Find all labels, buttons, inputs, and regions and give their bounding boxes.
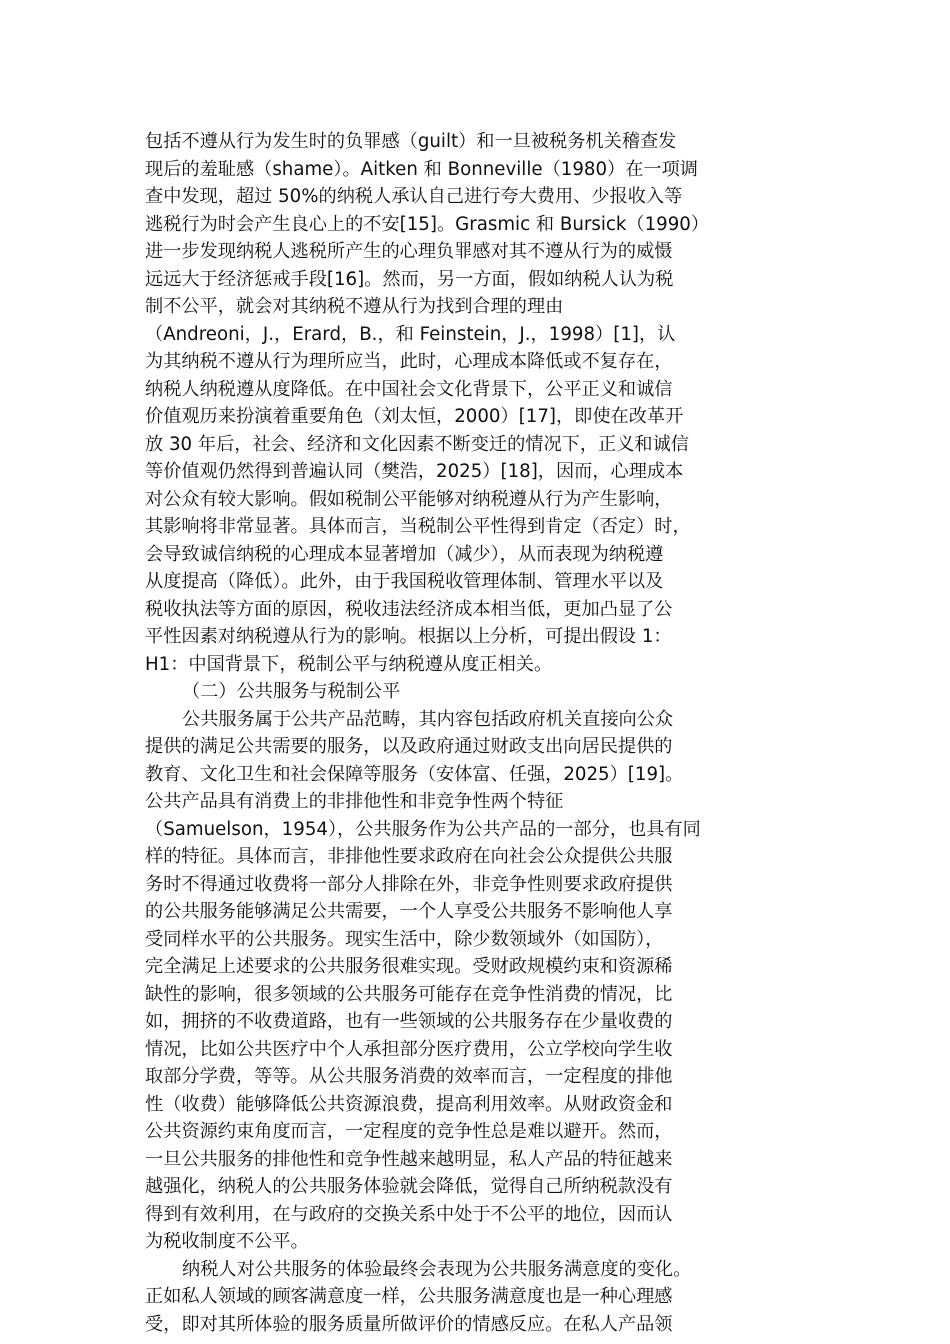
text-line: 教育、文化卫生和社会保障等服务（安体富、任强，2025）[19]。 [145,763,684,785]
text-line: 现后的羞耻感（shame）。Aitken 和 Bonneville（1980）在一项调 [145,158,698,180]
text-line: 的公共服务能够满足公共需要，一个人享受公共服务不影响他人享 [145,901,673,922]
text-line: 对公众有较大影响。假如税制公平能够对纳税遵从行为产生影响， [145,488,673,510]
text-line: 越强化，纳税人的公共服务体验就会降低，觉得自己所纳税款没有 [145,1176,673,1197]
text-line: 放 30 年后，社会、经济和文化因素不断变迁的情况下，正义和诚信 [145,433,689,455]
text-line: 查中发现，超过 50%的纳税人承认自己进行夸大费用、少报收入等 [145,186,683,207]
text-line: 情况，比如公共医疗中个人承担部分医疗费用，公立学校向学生收 [145,1038,673,1060]
text-line: 正如私人领域的顾客满意度一样，公共服务满意度也是一种心理感 [145,1286,673,1307]
text-line: 税收执法等方面的原因，税收违法经济成本相当低，更加凸显了公 [145,598,673,620]
paragraph-3 [145,1256,805,1339]
text-line: 受同样水平的公共服务。现实生活中，除少数领域外（如国防）， [145,928,664,950]
text-line: 纳税人对公共服务的体验最终会表现为公共服务满意度的变化。 [182,1258,692,1280]
text-line: 为其纳税不遵从行为理所应当，此时，心理成本降低或不复存在， [145,351,673,372]
text-line: 公共资源约束角度而言，一定程度的竞争性总是难以避开。然而， [145,1121,673,1142]
text-line: 等价值观仍然得到普遍认同（樊浩，2025）[18]，因而，心理成本 [145,461,684,482]
text-line: 取部分学费，等等。从公共服务消费的效率而言，一定程度的排他 [145,1066,673,1087]
paragraph-2 [145,706,805,1256]
text-line: 务时不得通过收费将一部分人排除在外，非竞争性则要求政府提供 [145,873,673,895]
text-line: 价值观历来扮演着重要角色（刘太恒，2000）[17]，即使在改革开 [145,406,684,427]
paragraph-2-text [145,706,805,1256]
text-line: 公共服务属于公共产品范畴，其内容包括政府机关直接向公众 [182,708,674,730]
hypothesis-line: H1：中国背景下，税制公平与纳税遵从度正相关。 [145,653,553,675]
text-line: 得到有效利用，在与政府的交换关系中处于不公平的地位，因而认 [145,1203,673,1225]
text-line: （Samuelson，1954），公共服务作为公共产品的一部分，也具有同 [145,818,701,840]
text-line: 样的特征。具体而言，非排他性要求政府在向社会公众提供公共服 [145,846,673,867]
text-line: 完全满足上述要求的公共服务很难实现。受财政规模约束和资源稀 [145,956,673,977]
text-line: 进一步发现纳税人逃税所产生的心理负罪感对其不遵从行为的威慑 [145,241,673,262]
text-line: 平性因素对纳税遵从行为的影响。根据以上分析，可提出假设 1： [145,626,672,647]
text-line: 如，拥挤的不收费道路，也有一些领域的公共服务存在少量收费的 [145,1011,673,1032]
text-line: 其影响将非常显著。具体而言，当税制公平性得到肯定（否定）时， [145,516,691,537]
paragraph-1-text [145,128,805,678]
text-line: 缺性的影响，很多领域的公共服务可能存在竞争性消费的情况，比 [145,983,673,1005]
paragraph-1 [145,128,805,678]
text-line: 制不公平，就会对其纳税不遵从行为找到合理的理由 [145,296,564,317]
text-line: 一旦公共服务的排他性和竞争性越来越明显，私人产品的特征越来 [145,1148,673,1170]
text-line: 逃税行为时会产生良心上的不安[15]。Grasmic 和 Bursick（1990） [145,213,710,235]
section-heading: （二）公共服务与税制公平 [182,681,401,702]
text-line: 提供的满足公共需要的服务，以及政府通过财政支出向居民提供的 [145,736,673,757]
text-line: 为税收制度不公平。 [145,1231,309,1252]
text-line: 公共产品具有消费上的非排他性和非竞争性两个特征 [145,791,564,812]
text-line: 性（收费）能够降低公共资源浪费，提高利用效率。从财政资金和 [145,1093,673,1115]
text-line: 包括不遵从行为发生时的负罪感（guilt）和一旦被税务机关稽查发 [145,131,677,152]
text-line: （Andreoni，J.，Erard，B.，和 Feinstein，J.，1998）[1]，认 [145,323,676,345]
text-line: 会导致诚信纳税的心理成本显著增加（减少），从而表现为纳税遵 [145,543,664,565]
section-heading-block [145,678,805,706]
text-line: 受，即对其所体验的服务质量所做评价的情感反应。在私人产品领 [145,1313,673,1335]
text-line: 从度提高（降低）。此外，由于我国税收管理体制、管理水平以及 [145,571,664,592]
paragraph-3-text [145,1256,805,1339]
document-page [145,128,805,1338]
text-line: 远远大于经济惩戒手段[16]。然而，另一方面，假如纳税人认为税 [145,268,674,290]
text-line: 纳税人纳税遵从度降低。在中国社会文化背景下，公平正义和诚信 [145,378,673,400]
